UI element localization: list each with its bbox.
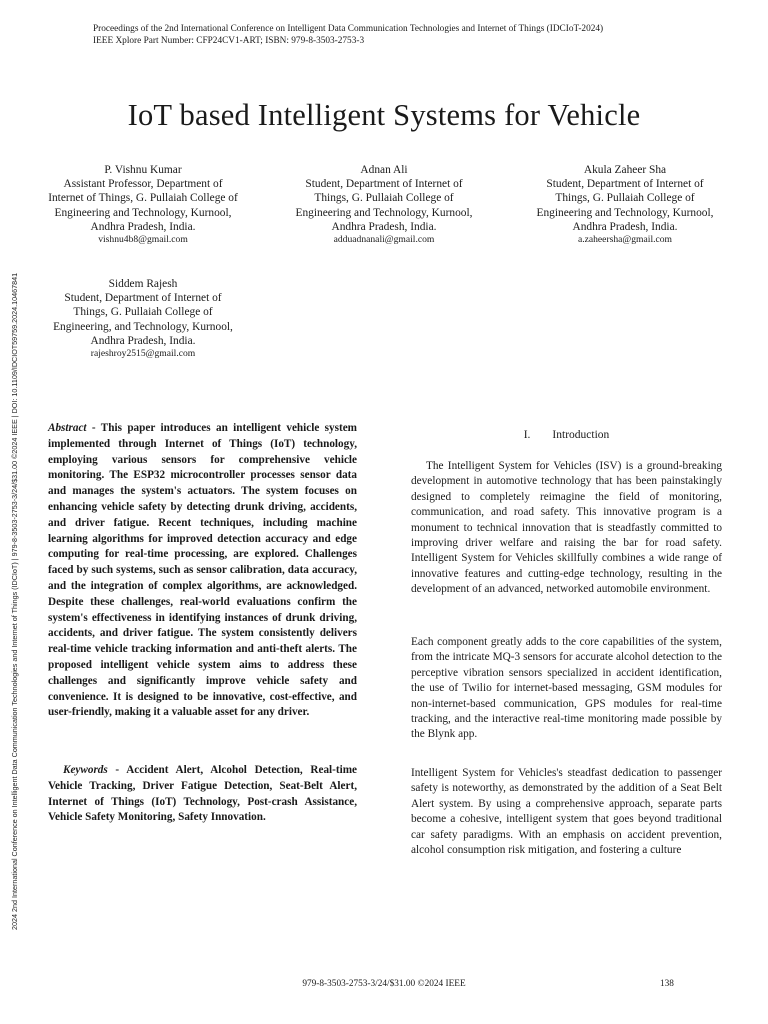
- keywords-text: - Accident Alert, Alcohol Detection, Real-time Vehicle Tracking, Driver Fatigue Detection, Seat-Belt Alert, Internet of Things (IoT) Technology, Post-crash Assistance, Vehicle Safety Monitoring, Safety Innovation.: [48, 764, 357, 824]
- header-isbn: IEEE Xplore Part Number: CFP24CV1-ART; ISBN: 979-8-3503-2753-3: [93, 36, 365, 46]
- author-affiliation: Assistant Professor, Department of Internet of Things, G. Pullaiah College of Engineering and Technology, Kurnool, Andhra Pradesh, India.: [48, 178, 238, 233]
- author-name: Akula Zaheer Sha: [583, 164, 667, 176]
- header-proceedings: Proceedings of the 2nd International Conference on Intelligent Data Communication Technologies and Internet of Things (IDCIoT-2024): [93, 24, 604, 34]
- paper-title: IoT based Intelligent Systems for Vehicle: [127, 98, 641, 132]
- author-block: [48, 277, 238, 360]
- running-header: [93, 23, 733, 47]
- keywords: [48, 763, 357, 826]
- page-number: 138: [660, 979, 674, 989]
- abstract-text: - This paper introduces an intelligent vehicle system implemented through Internet of Things (IoT) technology, employing various sensors for comprehensive vehicle monitoring. The ESP32 microcontroller processes sensor data and manages the system's actuators. The system focuses on enhancing vehicle safety by detecting drunk driving, accidents, and driver fatigue. Recent techniques, including machine learning algorithms for improved detection accuracy and edge computing for real-time processing, are explored. Challenges faced by such systems, such as sensor calibration, data accuracy, and the integration of complex algorithms, are acknowledged. Despite these challenges, real-world evaluations confirm the system's effectiveness in identifying instances of drunk driving, accidents, and driver fatigue. The system consistently delivers real-time vehicle tracking information and anti-theft alerts. The proposed intelligent vehicle system aims to address these challenges and significantly improve vehicle safety and convenience. It is designed to be innovative, cost-effective, and user-friendly, making it a valuable asset for any driver.: [48, 422, 357, 719]
- author-name: Siddem Rajesh: [108, 278, 178, 290]
- keywords-label: Keywords: [63, 764, 108, 776]
- author-block: [530, 163, 720, 246]
- author-name: Adnan Ali: [360, 164, 408, 176]
- author-email[interactable]: a.zaheersha@gmail.com: [577, 234, 673, 246]
- author-affiliation: Student, Department of Internet of Things, G. Pullaiah College of Engineering and Technology, Kurnool, Andhra Pradesh, India.: [536, 178, 714, 233]
- intro-paragraph: [411, 635, 722, 743]
- paragraph-text: Each component greatly adds to the core capabilities of the system, from the intricate MQ-3 sensors for accurate alcohol detection to the perceptive vibration sensors specialized in accident identification, the use of Twilio for internet-based messaging, GSM modules for non-internet-based communication, GPS modules for real-time tracking, and the interactive real-time monitoring made possible by the Blynk app.: [411, 636, 722, 741]
- abstract-label: Abstract: [48, 422, 87, 434]
- author-block: [48, 163, 238, 246]
- author-affiliation: Student, Department of Internet of Things, G. Pullaiah College of Engineering, and Technology, Kurnool, Andhra Pradesh, India.: [53, 292, 233, 347]
- author-name: P. Vishnu Kumar: [104, 164, 182, 176]
- footer-copyright: 979-8-3503-2753-3/24/$31.00 ©2024 IEEE: [302, 979, 466, 989]
- author-affiliation: Student, Department of Internet of Things, G. Pullaiah College of Engineering and Technology, Kurnool, Andhra Pradesh, India.: [295, 178, 473, 233]
- section-title: Introduction: [552, 429, 610, 441]
- section-heading: [411, 429, 722, 441]
- author-email[interactable]: adduadnanali@gmail.com: [333, 234, 435, 246]
- author-block: [289, 163, 479, 246]
- intro-paragraph: [411, 766, 722, 858]
- paragraph-text: The Intelligent System for Vehicles (ISV) is a ground-breaking development in automotive technology that has been painstakingly designed to completely reimagine the field of monitoring, communication, and road safety. This innovative program is a monument to technical innovation that is steadfastly committed to improving driver welfare and raising the bar for road safety. Intelligent System for Vehicles skillfully combines a wide range of innovative features and cutting-edge technology, resulting in the development of an advanced, networked automobile environment.: [411, 460, 722, 596]
- side-doi-note: 2024 2nd International Conference on Intelligent Data Communication Technologies and Internet of Things (IDCIoT) | 979-8-3503-2753-3/24/$31.00 ©2024 IEEE | DOI: 10.1109/IDCIOT59759.2024.10467841: [10, 272, 19, 930]
- author-email[interactable]: vishnu4b8@gmail.com: [98, 234, 188, 246]
- intro-paragraph: [411, 459, 722, 598]
- abstract: [48, 421, 357, 721]
- paragraph-text: Intelligent System for Vehicles's steadfast dedication to passenger safety is noteworthy, as demonstrated by the addition of a Seat Belt Alert system. By using a comprehensive approach, separate parts become a cohesive, intelligent system that goes beyond traditional car safety paradigms. With an emphasis on accident prevention, alcohol consumption risk mitigation, and fostering a culture: [411, 767, 722, 857]
- section-number: I.: [523, 429, 531, 441]
- author-email[interactable]: rajeshroy2515@gmail.com: [90, 348, 196, 360]
